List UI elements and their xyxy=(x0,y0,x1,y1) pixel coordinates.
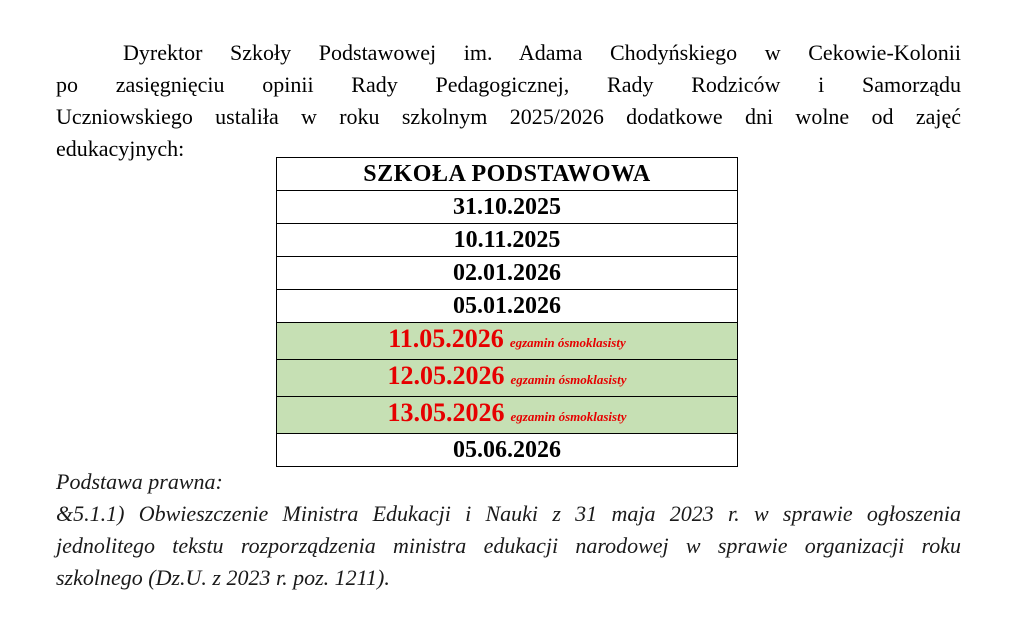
exam-day-date: 12.05.2026 xyxy=(387,361,505,390)
intro-line: edukacyjnych: xyxy=(56,136,185,161)
exam-day-date: 13.05.2026 xyxy=(387,398,505,427)
exam-table-row xyxy=(277,397,738,434)
intro-line: Dyrektor Szkoły Podstawowej im. Adama Chodyńskiego w Cekowie-Kolonii xyxy=(123,40,961,65)
table-header: SZKOŁA PODSTAWOWA xyxy=(277,158,738,191)
exam-note: egzamin ósmoklasisty xyxy=(510,372,627,387)
day-off-cell xyxy=(277,290,738,323)
day-off-cell xyxy=(277,224,738,257)
legal-line: szkolnego (Dz.U. z 2023 r. poz. 1211). xyxy=(56,565,390,590)
day-off-cell xyxy=(277,434,738,467)
days-off-table xyxy=(276,157,738,467)
day-off-date: 31.10.2025 xyxy=(453,194,561,220)
table-row xyxy=(277,290,738,323)
intro-line: Uczniowskiego ustaliła w roku szkolnym 2025/2026 dodatkowe dni wolne od zajęć xyxy=(56,104,961,129)
legal-line: jednolitego tekstu rozporządzenia ministra edukacji narodowej w sprawie organizacji roku xyxy=(56,533,961,558)
exam-day-cell xyxy=(277,323,738,360)
exam-day-cell xyxy=(277,360,738,397)
exam-table-row xyxy=(277,360,738,397)
legal-heading: Podstawa prawna: xyxy=(56,469,223,494)
exam-note: egzamin ósmoklasisty xyxy=(509,335,626,350)
exam-note: egzamin ósmoklasisty xyxy=(510,409,627,424)
table-row xyxy=(277,257,738,290)
day-off-date: 02.01.2026 xyxy=(453,260,561,286)
day-off-cell xyxy=(277,191,738,224)
exam-day-date: 11.05.2026 xyxy=(388,324,504,353)
day-off-date: 10.11.2025 xyxy=(453,227,561,253)
table-row xyxy=(277,224,738,257)
exam-day-cell xyxy=(277,397,738,434)
exam-table-row xyxy=(277,323,738,360)
day-off-cell xyxy=(277,257,738,290)
intro-paragraph xyxy=(56,37,961,165)
day-off-date: 05.01.2026 xyxy=(453,293,561,319)
table-header-row xyxy=(277,158,738,191)
legal-basis xyxy=(56,466,961,594)
day-off-date: 05.06.2026 xyxy=(453,437,561,463)
intro-line: po zasięgnięciu opinii Rady Pedagogicznej, Rady Rodziców i Samorządu xyxy=(56,72,961,97)
table-row xyxy=(277,434,738,467)
legal-line: &5.1.1) Obwieszczenie Ministra Edukacji i Nauki z 31 maja 2023 r. w sprawie ogłoszenia xyxy=(56,501,961,526)
table-row xyxy=(277,191,738,224)
